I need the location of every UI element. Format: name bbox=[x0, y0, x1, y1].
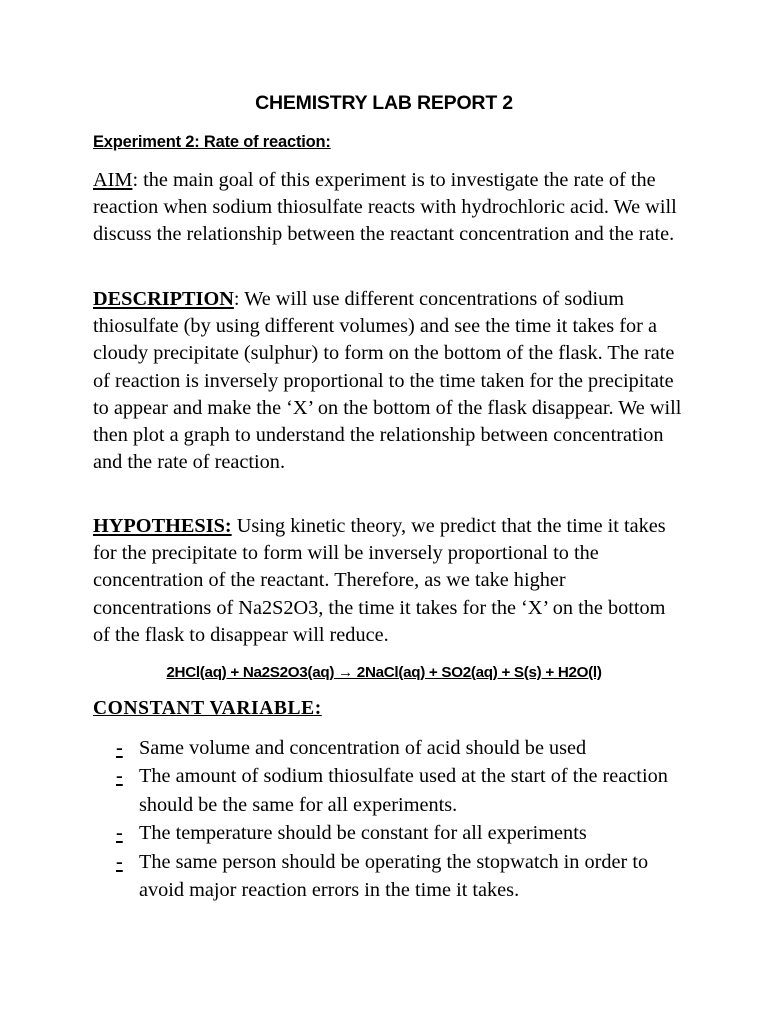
aim-paragraph bbox=[93, 167, 683, 249]
hypothesis-label: HYPOTHESIS: bbox=[93, 515, 232, 537]
list-item bbox=[116, 848, 696, 905]
bullet-dash: - bbox=[116, 737, 123, 759]
list-item-text: The temperature should be constant for all experiments bbox=[139, 822, 587, 845]
description-paragraph bbox=[93, 286, 683, 476]
hypothesis-text: Using kinetic theory, we predict that the time it takes for the precipitate to form will be inversely proportional to the concentration of the reactant. Therefore, as we take higher concentrations of Na2S2O3, the time it takes for the ‘X’ on the bottom of the flask to disappear will reduce. bbox=[93, 515, 666, 646]
list-item bbox=[116, 762, 696, 819]
description-text: : We will use different concentrations of sodium thiosulfate (by using different volumes) and see the time it takes for a cloudy precipitate (sulphur) to form on the bottom of the flask. The rate of reaction is inversely proportional to the time taken for the precipitate to appear and make the ‘X’ on the bottom of the flask disappear. We will then plot a graph to understand the relationship between concentration and the rate of reaction. bbox=[93, 288, 682, 474]
bullet-dash: - bbox=[116, 765, 123, 788]
report-title: CHEMISTRY LAB REPORT 2 bbox=[255, 92, 513, 114]
constant-variable-list bbox=[116, 734, 696, 904]
list-item bbox=[116, 734, 696, 762]
list-item-text: The amount of sodium thiosulfate used at the start of the reaction should be the same for all experiments. bbox=[139, 765, 668, 816]
experiment-subtitle: Experiment 2: Rate of reaction: bbox=[93, 133, 331, 151]
hypothesis-paragraph bbox=[93, 513, 683, 649]
bullet-dash: - bbox=[116, 850, 123, 873]
aim-label: AIM bbox=[93, 169, 133, 191]
description-label: DESCRIPTION bbox=[93, 288, 234, 310]
constant-variable-heading: CONSTANT VARIABLE: bbox=[93, 698, 322, 719]
chemical-equation: 2HCl(aq) + Na2S2O3(aq) → 2NaCl(aq) + SO2(aq) + S(s) + H2O(l) bbox=[166, 664, 602, 681]
list-item bbox=[116, 819, 696, 847]
bullet-dash: - bbox=[116, 822, 123, 845]
list-item-text: The same person should be operating the stopwatch in order to avoid major reaction errors in the time it takes. bbox=[139, 850, 649, 902]
aim-text: : the main goal of this experiment is to investigate the rate of the reaction when sodium thiosulfate reacts with hydrochloric acid. We will discuss the relationship between the reactant concentration and the rate. bbox=[93, 169, 677, 246]
list-item-text: Same volume and concentration of acid should be used bbox=[139, 737, 587, 759]
